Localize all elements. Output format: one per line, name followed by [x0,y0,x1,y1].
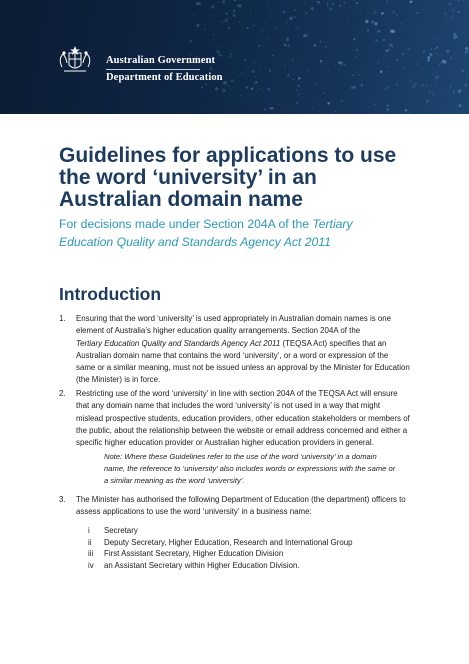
pattern-dot [288,45,291,48]
pattern-dot [218,46,219,47]
pattern-dot [442,91,443,92]
pattern-dot [444,12,447,15]
pattern-dot [253,94,254,95]
pattern-dot [208,25,209,26]
pattern-dot [317,1,320,4]
pattern-dot [228,27,230,29]
pattern-dot [329,7,332,10]
pattern-dot [356,56,357,57]
paragraph-line: Restricting use of the word ‘university’ in line with section 204A of the TEQSA Act will ensure [76,389,398,398]
pattern-dot [408,48,411,51]
pattern-dot [425,84,427,86]
pattern-dot [327,5,329,7]
pattern-dot [452,16,454,18]
pattern-dot [392,46,393,47]
paragraph-2 [59,388,437,449]
pattern-dot [367,30,369,32]
pattern-dot [290,70,291,71]
paragraph-line: Ensuring that the word ‘university’ is used appropriately in Australian domain names is one [76,314,392,323]
pattern-dot [281,105,283,107]
pattern-dot [410,0,413,3]
paragraph-line: specific higher education provider or Australian higher education providers in general. [76,438,374,448]
pattern-dot [439,64,440,65]
paragraph-line: the public, about the relationship between the website or email address concerned and either a [76,425,408,435]
section-heading: Introduction [59,284,162,304]
pattern-dot [268,0,270,1]
pattern-dot [335,66,336,67]
pattern-dot [225,12,228,15]
pattern-dot [296,102,299,105]
pattern-dot [252,25,254,27]
pattern-dot [305,12,307,14]
pattern-dot [284,79,285,80]
pattern-dot [352,74,354,76]
pattern-dot [293,78,295,80]
pattern-dot [287,36,288,37]
list-text: Secretary [104,526,138,535]
pattern-dot [201,86,203,88]
pattern-dot [385,89,386,90]
pattern-dot [388,49,389,50]
pattern-dot [392,11,395,14]
pattern-dot [264,67,265,68]
paragraph-line: The Minister has authorised the following Department of Education (the department) officers to [76,495,406,504]
pattern-dot [250,13,252,15]
pattern-dot [409,112,410,113]
pattern-dot [375,39,377,41]
pattern-dot [466,75,467,76]
pattern-dot [257,91,258,92]
pattern-dot [230,56,232,58]
pattern-dot [343,2,345,4]
pattern-dot [389,44,392,47]
paragraph-line: mislead prospective students, education providers, other education stakeholders or members of [76,413,410,423]
pattern-dot [341,100,342,101]
pattern-dot [436,46,438,48]
pattern-dot [396,59,398,61]
pattern-dot [422,20,423,21]
pattern-dot [190,40,192,42]
pattern-dot [336,48,337,49]
pattern-dot [353,38,355,40]
pattern-dot [192,14,194,16]
pattern-dot [274,27,276,29]
header-banner [0,0,469,114]
pattern-dot [196,24,199,27]
pattern-dot [339,5,341,7]
pattern-dot [231,79,234,82]
pattern-dot [378,30,381,33]
pattern-dot [254,76,255,77]
pattern-dot [387,67,388,68]
pattern-dot [269,69,271,71]
pattern-dot [267,88,270,91]
pattern-dot [369,107,370,108]
pattern-dot [258,73,259,74]
list-numeral: iii [88,549,94,559]
pattern-dot [327,102,330,105]
pattern-dot [396,14,398,16]
pattern-dot [198,2,201,5]
pattern-dot [334,25,335,26]
pattern-dot [412,86,415,89]
pattern-dot [313,108,314,109]
pattern-dot [450,57,452,59]
list-numeral: iv [88,560,94,570]
pattern-dot [261,30,262,31]
pattern-dot [286,38,289,41]
pattern-dot [215,87,218,90]
pattern-dot [232,14,235,17]
pattern-dot [374,104,375,105]
pattern-dot [465,47,468,50]
pattern-dot [211,5,214,8]
pattern-dot [331,112,332,113]
pattern-dot [401,74,402,75]
subtitle-text: For decisions made under Section 204A of the [59,217,313,231]
pattern-dot [283,11,286,14]
pattern-dot [427,56,430,59]
pattern-dot [401,23,403,25]
pattern-dot [229,53,232,56]
title-line: Australian domain name [59,188,303,211]
pattern-dot [221,21,223,23]
pattern-dot [464,30,465,31]
pattern-dot [284,65,286,67]
pattern-dot [241,73,242,74]
paragraph-line: same or a similar meaning, must not be issued unless an approval by the Minister for Education [76,363,410,373]
pattern-dot [459,104,462,107]
coat-of-arms-icon [54,45,96,77]
list-numeral: i [88,526,90,535]
pattern-dot [387,105,389,107]
pattern-dot [297,84,300,87]
pattern-dot [453,33,456,36]
pattern-dot [433,48,434,49]
pattern-dot [386,108,388,110]
pattern-dot [421,57,422,58]
dot-pattern [189,0,469,114]
pattern-dot [233,10,235,12]
pattern-dot [417,12,419,14]
pattern-dot [378,61,379,62]
pattern-dot [222,89,225,92]
pattern-dot [239,4,242,7]
pattern-dot [429,91,430,92]
pattern-dot [396,84,397,85]
pattern-dot [218,1,219,2]
pattern-dot [225,81,227,83]
pattern-dot [446,18,447,19]
pattern-dot [416,63,418,65]
pattern-dot [306,70,307,71]
pattern-dot [240,95,242,97]
note-line: Note: Where these Guidelines refer to the use of the word ‘university’ in a domain [104,452,377,461]
pattern-dot [373,11,376,14]
pattern-dot [372,0,373,1]
pattern-dot [414,83,417,86]
pattern-dot [432,93,434,95]
pattern-dot [378,105,379,106]
pattern-dot [312,1,313,2]
pattern-dot [458,89,461,92]
pattern-dot [213,34,215,36]
pattern-dot [326,63,327,64]
pattern-dot [275,70,276,71]
pattern-dot [359,13,360,14]
pattern-dot [442,60,445,63]
list-numeral: ii [88,537,92,547]
pattern-dot [244,59,246,61]
pattern-dot [356,49,358,51]
pattern-dot [275,7,276,8]
pattern-dot [258,45,260,47]
pattern-dot [260,70,261,71]
pattern-dot [284,44,286,46]
pattern-dot [325,46,327,48]
pattern-dot [234,0,236,1]
pattern-dot [245,86,248,89]
pattern-dot [453,36,456,39]
pattern-dot [253,62,255,64]
pattern-dot [294,9,296,11]
pattern-dot [298,77,301,80]
pattern-dot [222,0,225,3]
document-subtitle [59,216,439,251]
list-text: First Assistant Secretary, Higher Education Division [104,549,284,559]
pattern-dot [403,67,404,68]
pattern-dot [356,12,357,13]
pattern-dot [453,91,455,93]
paragraph-line: element of Australia’s higher education quality arrangements. Section 204A of the [76,326,361,336]
pattern-dot [258,55,259,56]
pattern-dot [435,76,438,79]
paragraph-line: Australian domain name that contains the word ‘university’, or a word or expression of the [76,350,389,360]
pattern-dot [238,21,240,23]
pattern-dot [253,84,255,86]
pattern-dot [287,74,289,76]
department-name: Department of Education [106,72,223,83]
pattern-dot [437,39,438,40]
paragraph-line: (the Minister) is in force. [76,375,161,385]
pattern-dot [255,81,257,83]
pattern-dot [371,21,374,24]
pattern-dot [326,2,328,4]
pattern-dot [410,80,412,82]
paragraph-3 [59,494,437,519]
pattern-dot [464,84,467,87]
title-line: Guidelines for applications to use [59,144,397,167]
pattern-dot [422,84,425,87]
title-line: the word ‘university’ in an [59,166,317,189]
pattern-dot [428,59,430,61]
pattern-dot [386,1,387,2]
wordmark-divider [106,69,200,70]
pattern-dot [402,53,404,55]
pattern-dot [245,70,246,71]
document-title [59,145,439,211]
pattern-dot [189,35,190,37]
pattern-dot [229,110,230,111]
paragraph-number: 1. [59,314,66,323]
list-text: Deputy Secretary, Higher Education, Research and International Group [104,537,353,547]
pattern-dot [294,16,296,18]
pattern-dot [325,52,326,53]
paragraph-line: that any domain name that includes the word ‘university’ is not used in a way that might [76,401,381,411]
pattern-dot [405,109,407,111]
pattern-dot [436,53,437,54]
pattern-dot [252,70,255,73]
pattern-dot [348,21,349,22]
pattern-dot [446,50,449,53]
pattern-dot [213,15,215,17]
pattern-dot [406,104,407,105]
pattern-dot [292,60,294,62]
pattern-dot [297,28,299,30]
pattern-dot [215,15,216,16]
pattern-dot [217,50,220,53]
pattern-dot [452,9,454,11]
pattern-dot [288,26,290,28]
pattern-dot [411,83,412,84]
pattern-dot [360,84,363,87]
pattern-dot [440,62,442,64]
pattern-dot [385,50,388,53]
government-wordmark [106,55,223,84]
pattern-dot [235,16,236,17]
pattern-dot [374,22,377,25]
pattern-dot [382,38,385,41]
pattern-dot [463,0,464,1]
pattern-dot [381,12,384,15]
pattern-dot [356,2,358,4]
pattern-dot [320,41,322,43]
pattern-dot [423,50,425,52]
paragraph-number: 2. [59,389,66,398]
pattern-dot [270,14,271,15]
pattern-dot [313,44,316,47]
pattern-dot [270,17,271,18]
list-text: an Assistant Secretary within Higher Education Division. [104,560,300,570]
note-line: a similar meaning as the word ‘university’. [104,476,245,486]
pattern-dot [390,30,393,33]
pattern-dot [299,94,300,95]
pattern-dot [212,47,213,48]
pattern-dot [227,18,228,19]
pattern-dot [204,28,206,30]
pattern-dot [340,61,343,64]
pattern-dot [435,49,436,50]
pattern-dot [230,37,231,38]
pattern-dot [353,86,356,89]
pattern-dot [266,39,267,40]
pattern-dot [286,21,288,23]
pattern-dot [335,110,337,112]
pattern-dot [365,20,368,23]
pattern-dot [358,75,359,76]
pattern-dot [426,100,429,103]
pattern-dot [450,86,452,88]
pattern-dot [247,27,249,29]
gov-name: Australian Government [106,55,216,66]
pattern-dot [315,83,317,85]
pattern-dot [462,70,463,71]
pattern-dot [332,3,334,5]
pattern-dot [344,64,345,65]
pattern-dot [305,34,308,37]
pattern-dot [272,55,274,57]
act-title: Tertiary Education Quality and Standards Agency Act 2011 [76,338,281,348]
pattern-dot [465,50,468,53]
pattern-dot [448,2,451,5]
pattern-dot [457,11,459,13]
paragraph-1 [59,313,437,387]
paragraph-number: 3. [59,495,66,504]
pattern-dot [227,85,229,87]
pattern-dot [259,88,260,89]
pattern-dot [311,7,314,10]
note-line: name, the reference to ‘university’ also includes words or expressions with the same or [104,464,396,474]
paragraph-text: (TEQSA Act) specifies that an [280,338,387,348]
pattern-dot [429,53,432,56]
pattern-dot [317,98,318,99]
pattern-dot [425,31,426,32]
pattern-dot [376,31,377,32]
pattern-dot [388,71,389,72]
pattern-dot [458,0,460,2]
subtitle-act-name-cont: Education Quality and Standards Agency Act 2011 [59,234,331,249]
pattern-dot [296,90,298,92]
pattern-dot [323,0,324,1]
paragraph-line: assess applications to use the word ‘university’ in a business name: [76,507,312,517]
pattern-dot [278,104,279,105]
pattern-dot [289,17,292,20]
pattern-dot [269,107,272,110]
note-block [104,451,432,488]
pattern-dot [225,19,228,22]
pattern-dot [320,60,323,63]
pattern-dot [430,48,432,50]
paragraph-line [76,338,437,350]
pattern-dot [436,82,437,83]
pattern-dot [323,92,324,93]
pattern-dot [380,70,383,73]
pattern-dot [264,109,266,111]
pattern-dot [433,19,434,20]
pattern-dot [373,8,374,9]
pattern-dot [367,84,368,85]
pattern-dot [251,88,254,91]
pattern-dot [386,87,389,90]
pattern-dot [329,72,330,73]
subtitle-act-name: Tertiary [312,217,353,231]
pattern-dot [237,76,239,78]
